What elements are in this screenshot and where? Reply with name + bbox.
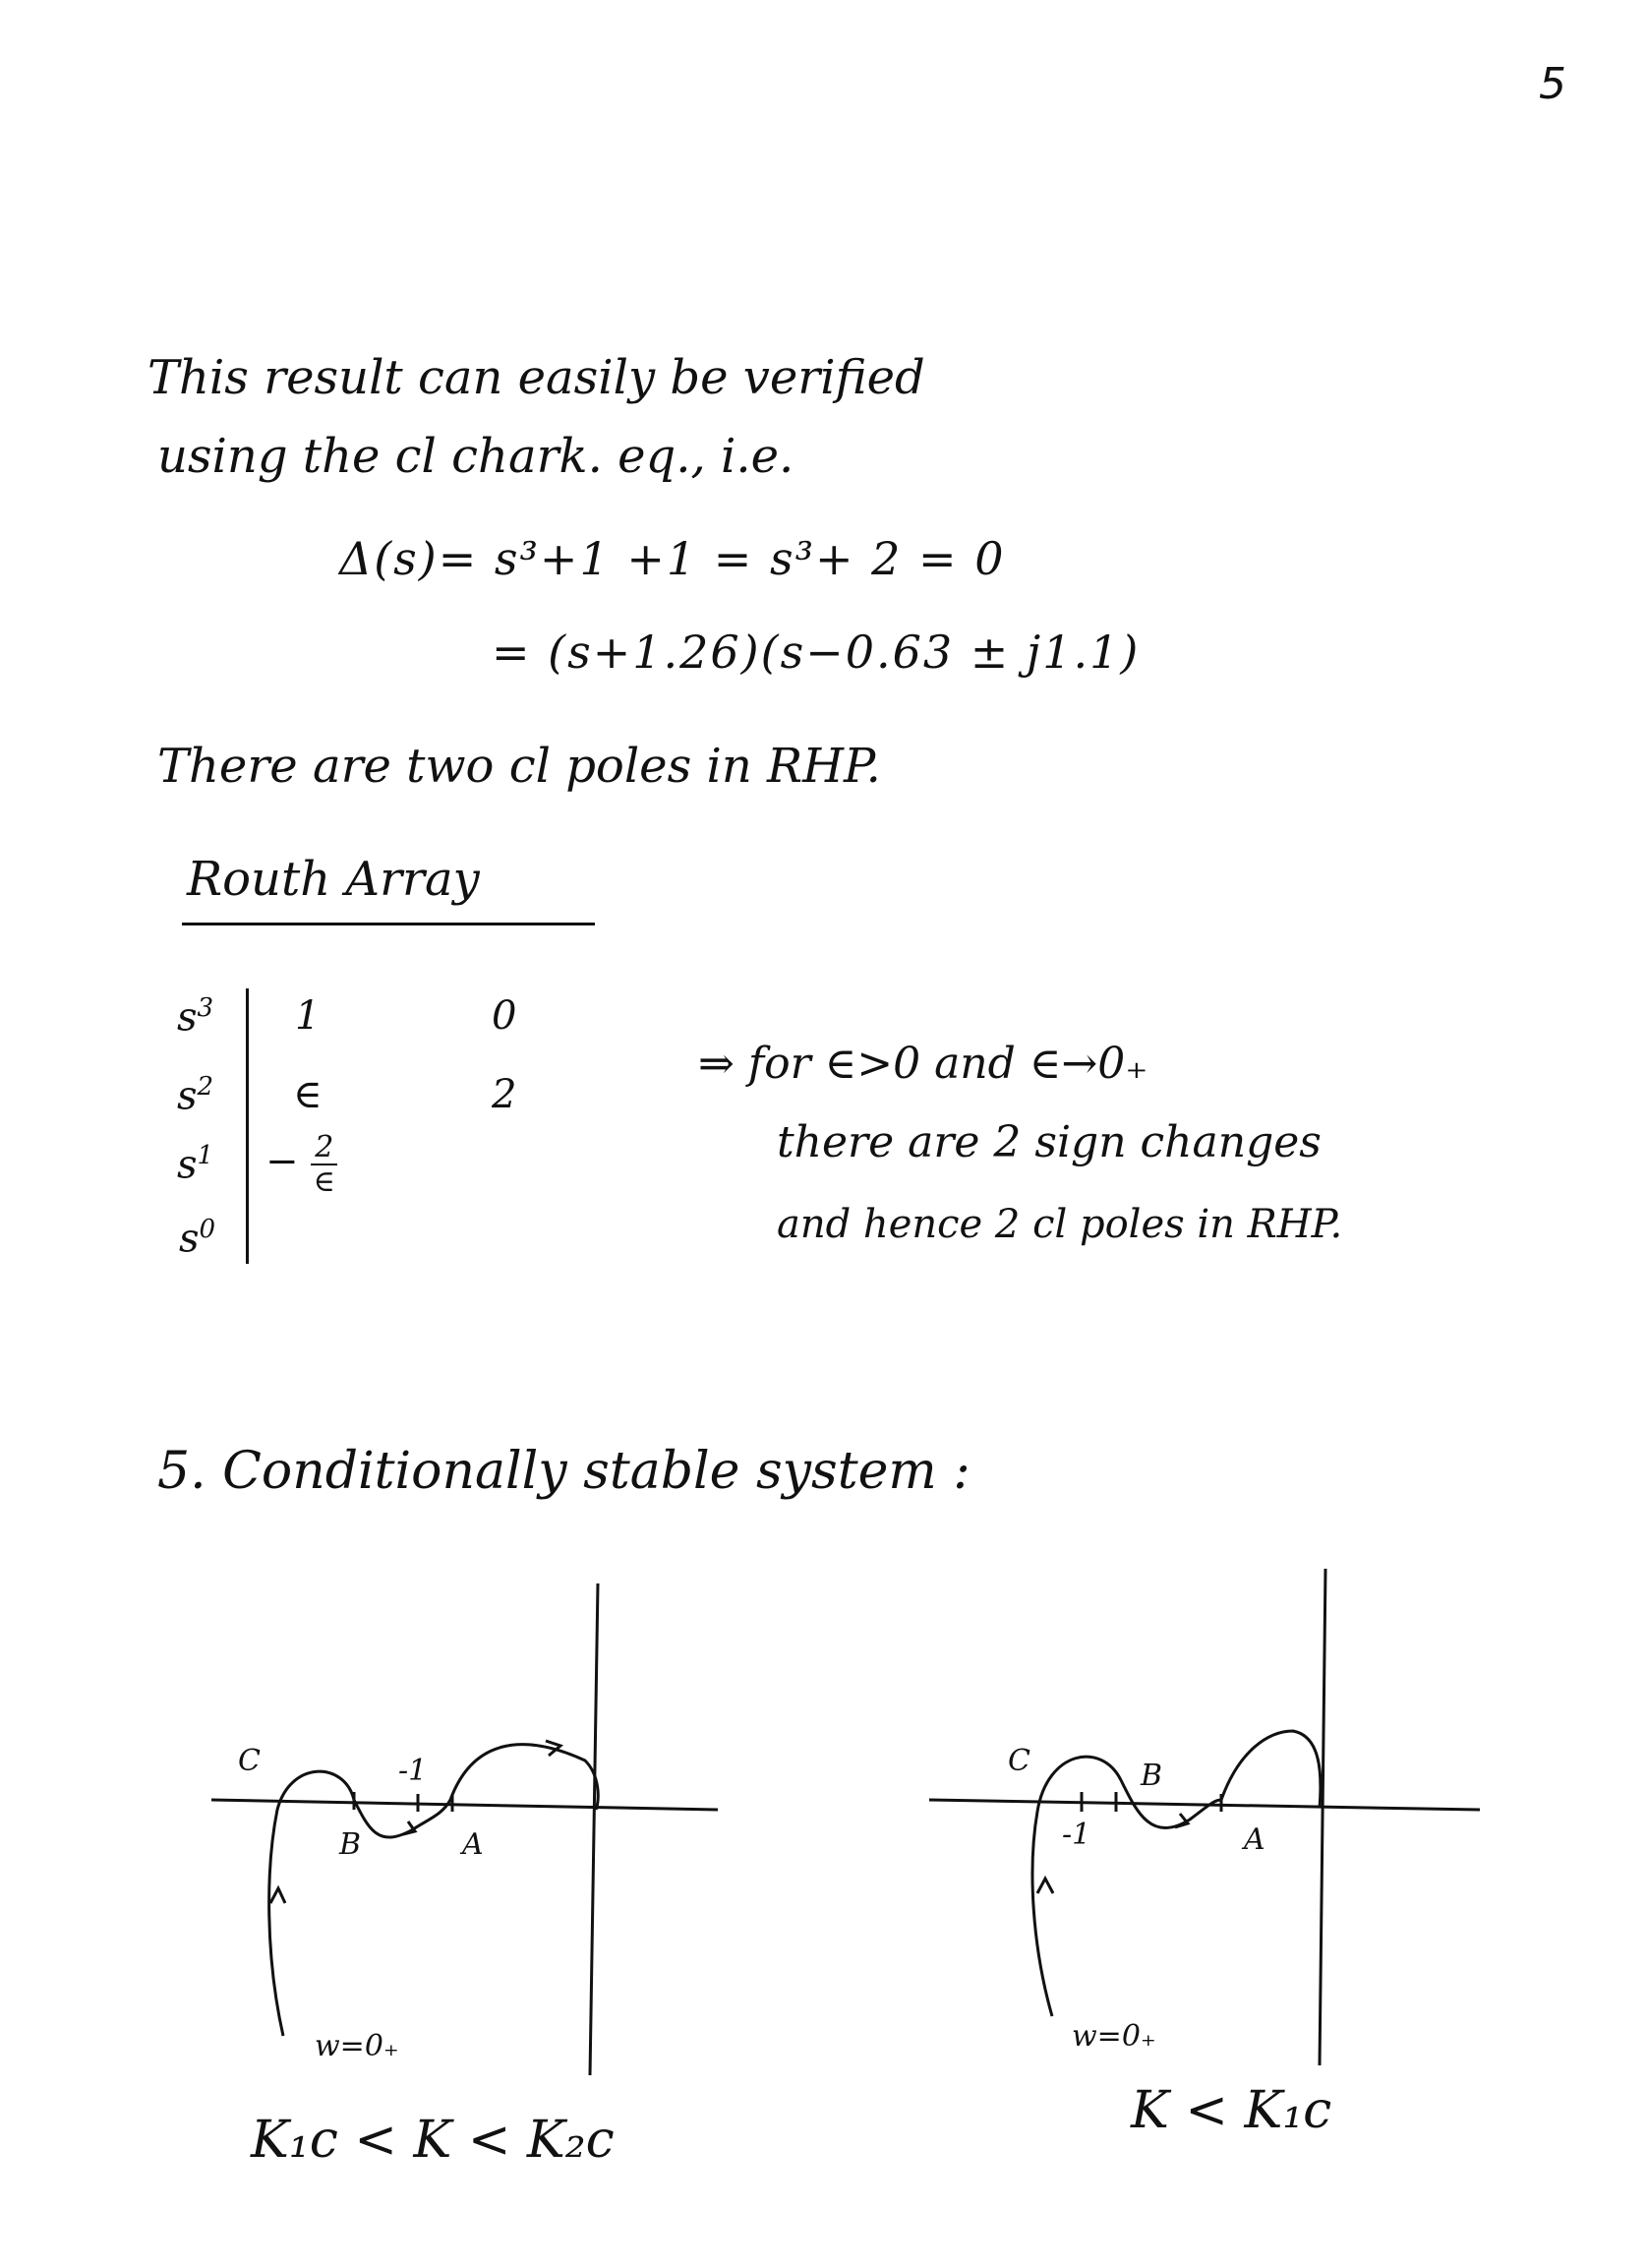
imaginary-axis bbox=[1320, 1569, 1325, 2065]
equation-line-1: Δ(s)= s³+1 +1 = s³+ 2 = 0 bbox=[339, 532, 1006, 585]
label-b: B bbox=[1141, 1759, 1163, 1793]
caption-right: K < K₁c bbox=[1131, 2081, 1332, 2140]
label-a: A bbox=[462, 1827, 484, 1862]
section-title-conditionally-stable: 5. Conditionally stable system : bbox=[157, 1442, 971, 1501]
paragraph-line-2: using the cl chark. eq., i.e. bbox=[157, 429, 794, 484]
label-minus-1: -1 bbox=[398, 1754, 428, 1788]
routh-row-s3-col1: 1 bbox=[295, 993, 321, 1039]
label-w-zero-plus: w=0₊ bbox=[315, 2029, 399, 2063]
routh-row-s1-col1: − $\frac{2}{\in}$ bbox=[265, 1131, 337, 1198]
routh-note-line-3: and hence 2 cl poles in RHP. bbox=[777, 1202, 1343, 1247]
routh-row-s2-label: $s^2$ bbox=[177, 1072, 214, 1119]
equation-line-2: = (s+1.26)(s−0.63 ± j1.1) bbox=[492, 626, 1141, 679]
arrow-up-icon bbox=[1037, 1879, 1053, 1893]
routh-note-line-1: ⇒ for ∈>0 and ∈→0₊ bbox=[698, 1039, 1148, 1089]
page-number: 5 bbox=[1539, 59, 1566, 109]
label-c: C bbox=[1008, 1744, 1030, 1778]
statement-rhp-poles: There are two cl poles in RHP. bbox=[157, 739, 881, 794]
routh-row-s2-col1: ∈ bbox=[293, 1072, 323, 1117]
label-b: B bbox=[339, 1827, 362, 1862]
arrow-right-icon bbox=[1175, 1814, 1188, 1827]
label-c: C bbox=[238, 1744, 261, 1778]
caption-left: K₁c < K < K₂c bbox=[251, 2111, 615, 2170]
routh-row-s3-col2: 0 bbox=[492, 993, 517, 1039]
label-a: A bbox=[1244, 1822, 1265, 1857]
routh-note-line-2: there are 2 sign changes bbox=[777, 1117, 1322, 1167]
routh-row-s2-col2: 2 bbox=[492, 1072, 517, 1117]
routh-title-underline bbox=[182, 923, 595, 925]
nyquist-curve bbox=[1032, 1731, 1321, 2016]
routh-row-s3-label: $s^3$ bbox=[177, 993, 214, 1041]
paragraph-line-1: This result can easily be verified bbox=[147, 350, 925, 405]
arrow-up-icon bbox=[270, 1888, 285, 1903]
real-axis bbox=[211, 1800, 718, 1810]
label-minus-1: -1 bbox=[1062, 1818, 1091, 1852]
label-w-zero-plus: w=0₊ bbox=[1072, 2019, 1156, 2054]
arrow-right-icon bbox=[403, 1821, 415, 1834]
nyquist-plot-left bbox=[197, 1564, 747, 2095]
routh-array-title: Routh Array bbox=[187, 852, 480, 907]
nyquist-plot-right bbox=[914, 1554, 1504, 2085]
nyquist-curve bbox=[269, 1745, 599, 2036]
routh-array-bar bbox=[246, 988, 249, 1264]
imaginary-axis bbox=[590, 1583, 598, 2075]
routh-row-s1-label: $s^1$ bbox=[177, 1141, 214, 1188]
routh-row-s0-label: $s^0$ bbox=[179, 1215, 216, 1262]
